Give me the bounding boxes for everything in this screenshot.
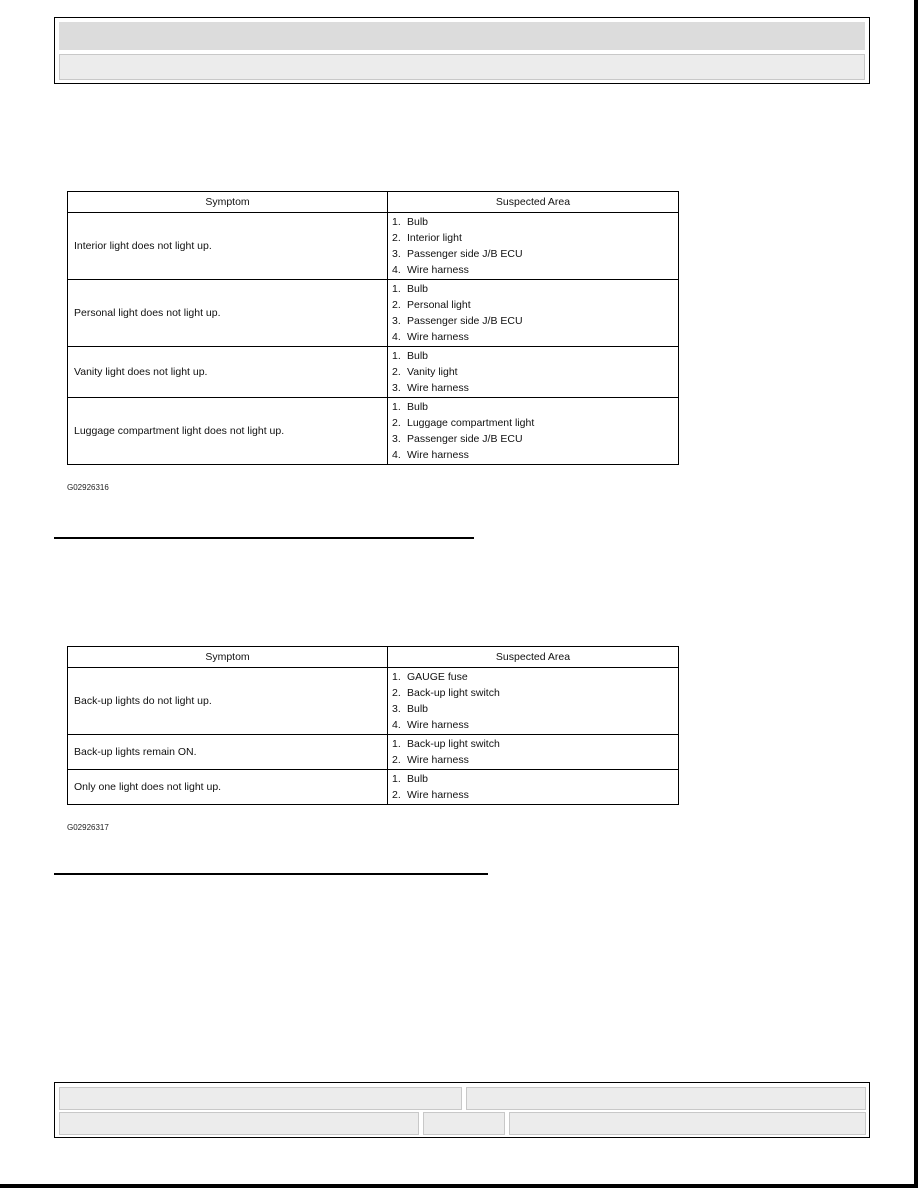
list-item-text: Back-up light switch [407, 687, 500, 699]
list-item [392, 399, 678, 415]
suspected-area-list [392, 669, 678, 733]
footer-cell [423, 1112, 505, 1135]
list-item-number: 2. [392, 232, 401, 244]
suspected-area-list [392, 736, 678, 768]
suspected-area-cell [388, 347, 679, 398]
suspected-area-column-header: Suspected Area [388, 192, 679, 213]
list-item [392, 771, 678, 787]
list-item-text: Bulb [407, 773, 429, 785]
table-row [68, 668, 679, 735]
list-item-number: 2. [392, 299, 401, 311]
figure-id: G02926316 [67, 483, 109, 492]
list-item-text: Bulb [407, 283, 429, 295]
footer-cell [509, 1112, 866, 1135]
table-header-row [68, 192, 679, 213]
list-item [392, 447, 678, 463]
list-item-number: 4. [392, 331, 401, 343]
list-item-text: Wire harness [407, 719, 469, 731]
table-row [68, 735, 679, 770]
symptom-cell: Luggage compartment light does not light up. [68, 398, 388, 465]
list-item-number: 1. [392, 216, 401, 228]
footer-cell [466, 1087, 866, 1110]
list-item [392, 685, 678, 701]
list-item [392, 348, 678, 364]
list-item [392, 364, 678, 380]
symptom-column-header: Symptom [68, 192, 388, 213]
list-item [392, 787, 678, 803]
back-up-light-symptom-table [67, 646, 679, 805]
list-item [392, 752, 678, 768]
list-item [392, 214, 678, 230]
list-item-text: Bulb [407, 216, 429, 228]
list-item-number: 1. [392, 773, 401, 785]
footer-cell [59, 1112, 419, 1135]
symptom-column-header: Symptom [68, 647, 388, 668]
list-item-number: 2. [392, 366, 401, 378]
list-item-number: 2. [392, 417, 401, 429]
list-item [392, 669, 678, 685]
list-item-number: 4. [392, 449, 401, 461]
page-frame-right [914, 0, 918, 1188]
list-item-text: Vanity light [407, 366, 458, 378]
list-item-number: 3. [392, 248, 401, 260]
header-subtitle-bar [59, 54, 865, 80]
list-item-text: Bulb [407, 350, 429, 362]
symptom-cell: Interior light does not light up. [68, 213, 388, 280]
list-item-number: 1. [392, 738, 401, 750]
suspected-area-cell [388, 668, 679, 735]
suspected-area-list [392, 771, 678, 803]
list-item-number: 1. [392, 401, 401, 413]
list-item [392, 246, 678, 262]
symptom-cell: Vanity light does not light up. [68, 347, 388, 398]
list-item [392, 415, 678, 431]
list-item-text: Back-up light switch [407, 738, 500, 750]
footer-cell [59, 1087, 462, 1110]
list-item-text: Passenger side J/B ECU [407, 248, 523, 260]
table-row [68, 280, 679, 347]
list-item [392, 281, 678, 297]
symptom-cell: Back-up lights do not light up. [68, 668, 388, 735]
list-item-number: 1. [392, 350, 401, 362]
list-item-text: Wire harness [407, 789, 469, 801]
interior-light-symptom-table [67, 191, 679, 465]
list-item-text: Wire harness [407, 449, 469, 461]
list-item-number: 4. [392, 719, 401, 731]
list-item [392, 431, 678, 447]
suspected-area-cell [388, 735, 679, 770]
suspected-area-column-header: Suspected Area [388, 647, 679, 668]
list-item-text: Bulb [407, 703, 429, 715]
suspected-area-cell [388, 280, 679, 347]
header-title-bar [59, 22, 865, 50]
list-item-text: Wire harness [407, 264, 469, 276]
table-row [68, 398, 679, 465]
list-item-number: 1. [392, 283, 401, 295]
list-item-text: Bulb [407, 401, 429, 413]
list-item-number: 2. [392, 754, 401, 766]
suspected-area-list [392, 214, 678, 278]
list-item-text: Wire harness [407, 382, 469, 394]
list-item [392, 329, 678, 345]
symptom-cell: Personal light does not light up. [68, 280, 388, 347]
list-item-text: GAUGE fuse [407, 671, 468, 683]
suspected-area-list [392, 281, 678, 345]
page-header [54, 17, 870, 84]
symptom-cell: Only one light does not light up. [68, 770, 388, 805]
list-item-number: 1. [392, 671, 401, 683]
list-item [392, 736, 678, 752]
suspected-area-list [392, 399, 678, 463]
list-item-number: 2. [392, 789, 401, 801]
page-footer [54, 1082, 870, 1138]
list-item-text: Wire harness [407, 331, 469, 343]
list-item-text: Personal light [407, 299, 471, 311]
table-row [68, 347, 679, 398]
table-row [68, 770, 679, 805]
list-item-number: 3. [392, 703, 401, 715]
table-row [68, 213, 679, 280]
suspected-area-list [392, 348, 678, 396]
table-header-row [68, 647, 679, 668]
list-item [392, 380, 678, 396]
list-item-text: Wire harness [407, 754, 469, 766]
list-item-number: 3. [392, 382, 401, 394]
list-item-number: 4. [392, 264, 401, 276]
symptom-cell: Back-up lights remain ON. [68, 735, 388, 770]
list-item-text: Passenger side J/B ECU [407, 315, 523, 327]
list-item-number: 3. [392, 315, 401, 327]
suspected-area-cell [388, 213, 679, 280]
list-item-text: Luggage compartment light [407, 417, 535, 429]
list-item [392, 717, 678, 733]
list-item [392, 262, 678, 278]
list-item [392, 313, 678, 329]
list-item [392, 230, 678, 246]
list-item-number: 2. [392, 687, 401, 699]
figure-id: G02926317 [67, 823, 109, 832]
section-rule [54, 537, 474, 539]
list-item-text: Passenger side J/B ECU [407, 433, 523, 445]
list-item-text: Interior light [407, 232, 462, 244]
suspected-area-cell [388, 770, 679, 805]
section-rule [54, 873, 488, 875]
page-frame-bottom [0, 1184, 918, 1188]
list-item [392, 701, 678, 717]
suspected-area-cell [388, 398, 679, 465]
list-item [392, 297, 678, 313]
list-item-number: 3. [392, 433, 401, 445]
